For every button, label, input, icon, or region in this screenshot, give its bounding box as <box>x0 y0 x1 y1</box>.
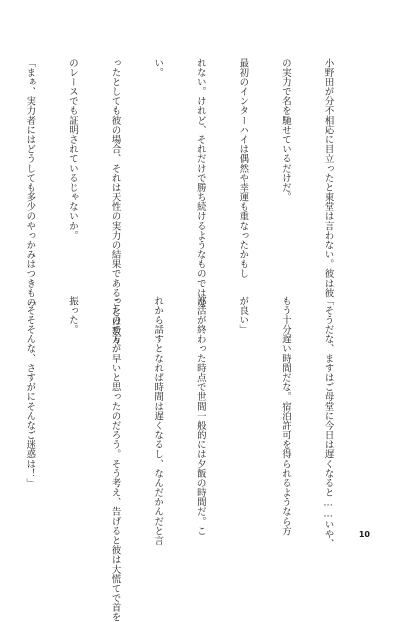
text-block-bottom <box>0 296 363 622</box>
text-column: い。 <box>152 58 164 78</box>
text-column: の実力で名を馳せているだけだ。 <box>279 58 291 202</box>
text-column: ったとしても彼の場合、それは天性の実力の結果であることは数々 <box>109 58 121 346</box>
text-column: 「そうだな、ますはご母堂に今日は遅くなると……いや、 <box>322 296 334 549</box>
text-column: 「そそそんな、さすがにそんなご迷惑は！」 <box>24 296 36 488</box>
text-column: れから話すとなれば時間は遅くなるし、なんだかんだと言 <box>152 296 164 546</box>
text-column: 最初のインターハイは偶然や幸運も重なったかもし <box>237 58 249 279</box>
text-column: ったので方が早いと思ったのだろう。そう考え、告げると彼は大慌てで首を <box>109 296 121 622</box>
page-number: 10 <box>358 530 370 539</box>
text-column: 小野田が分不相応に目立ったと東堂は言わない。彼は彼 <box>322 58 334 298</box>
text-column: のレースでも証明されているじゃないか。 <box>66 58 78 241</box>
text-column: 「まぁ、実力者にはどうしても多少のやっかみはつきもの <box>24 58 36 308</box>
text-column: れない。けれど、それだけで勝ち続けるようなものではな <box>194 58 206 308</box>
text-column: もう十分遅い時間だな。宿泊許可を得られるようなら方 <box>279 296 291 536</box>
text-column: 振った。 <box>66 296 78 335</box>
text-column: 部活が終わった時点で世間一般的には夕飯の時間だ。こ <box>194 296 206 536</box>
text-column: が良い」 <box>237 296 249 335</box>
